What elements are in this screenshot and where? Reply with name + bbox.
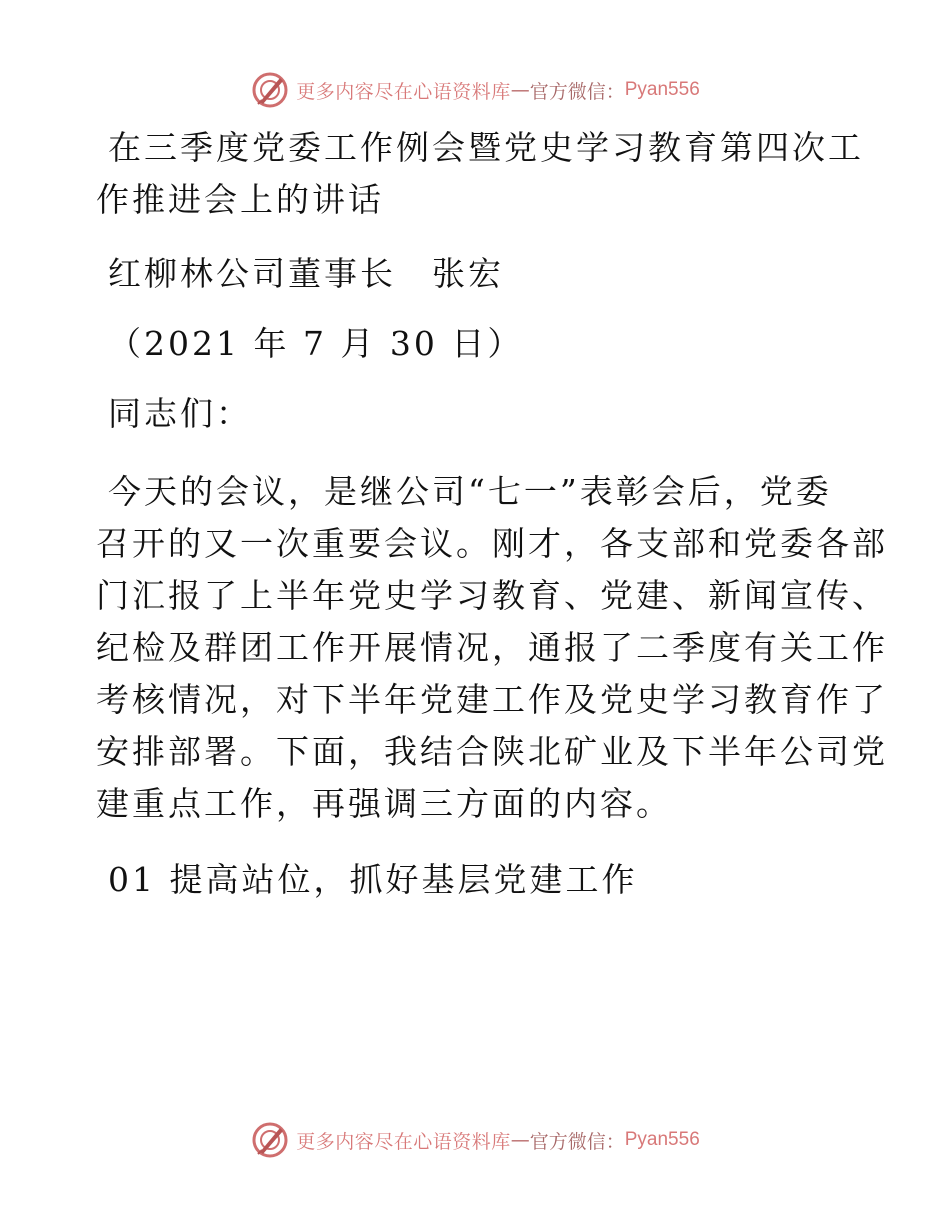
speaker-line: 红柳林公司董事长 张宏: [108, 254, 504, 293]
date-line: （2021 年 7 月 30 日）: [108, 324, 524, 363]
footer-watermark: [0, 1118, 950, 1162]
title-line-2: 作推进会上的讲话: [96, 180, 384, 219]
watermark-wechat-id: Pyan556: [624, 1129, 700, 1150]
watermark-wechat-label: 官方微信：: [529, 80, 625, 103]
quill-logo-icon: [250, 70, 290, 110]
paragraph-line: 召开的又一次重要会议。刚才，各支部和党委各部: [96, 524, 888, 563]
watermark-wechat-id: Pyan556: [624, 79, 700, 100]
watermark-separator: —: [510, 79, 530, 101]
title-line-1: 在三季度党委工作例会暨党史学习教育第四次工: [108, 128, 864, 167]
quill-logo-icon: [250, 1120, 290, 1160]
watermark-wechat-label: 官方微信：: [529, 1130, 625, 1153]
paragraph-line: 今天的会议，是继公司“七一”表彰会后，党委: [108, 472, 832, 511]
paragraph-line: 门汇报了上半年党史学习教育、党建、新闻宣传、: [96, 576, 888, 615]
document-body: [96, 122, 888, 906]
paragraph-line: 考核情况，对下半年党建工作及党史学习教育作了: [96, 680, 888, 719]
paragraph-line: 建重点工作，再强调三方面的内容。: [96, 784, 672, 823]
header-watermark: [0, 68, 950, 112]
paragraph-line: 纪检及群团工作开展情况，通报了二季度有关工作: [96, 628, 888, 667]
opening-paragraph: [96, 466, 888, 830]
watermark-separator: —: [510, 1129, 530, 1151]
paragraph-line: 安排部署。下面，我结合陕北矿业及下半年公司党: [96, 732, 888, 771]
section-heading: 01 提高站位，抓好基层党建工作: [108, 860, 638, 899]
watermark-text: 更多内容尽在心语资料库: [296, 80, 511, 103]
watermark-text: 更多内容尽在心语资料库: [296, 1130, 511, 1153]
salutation: 同志们：: [108, 394, 252, 433]
